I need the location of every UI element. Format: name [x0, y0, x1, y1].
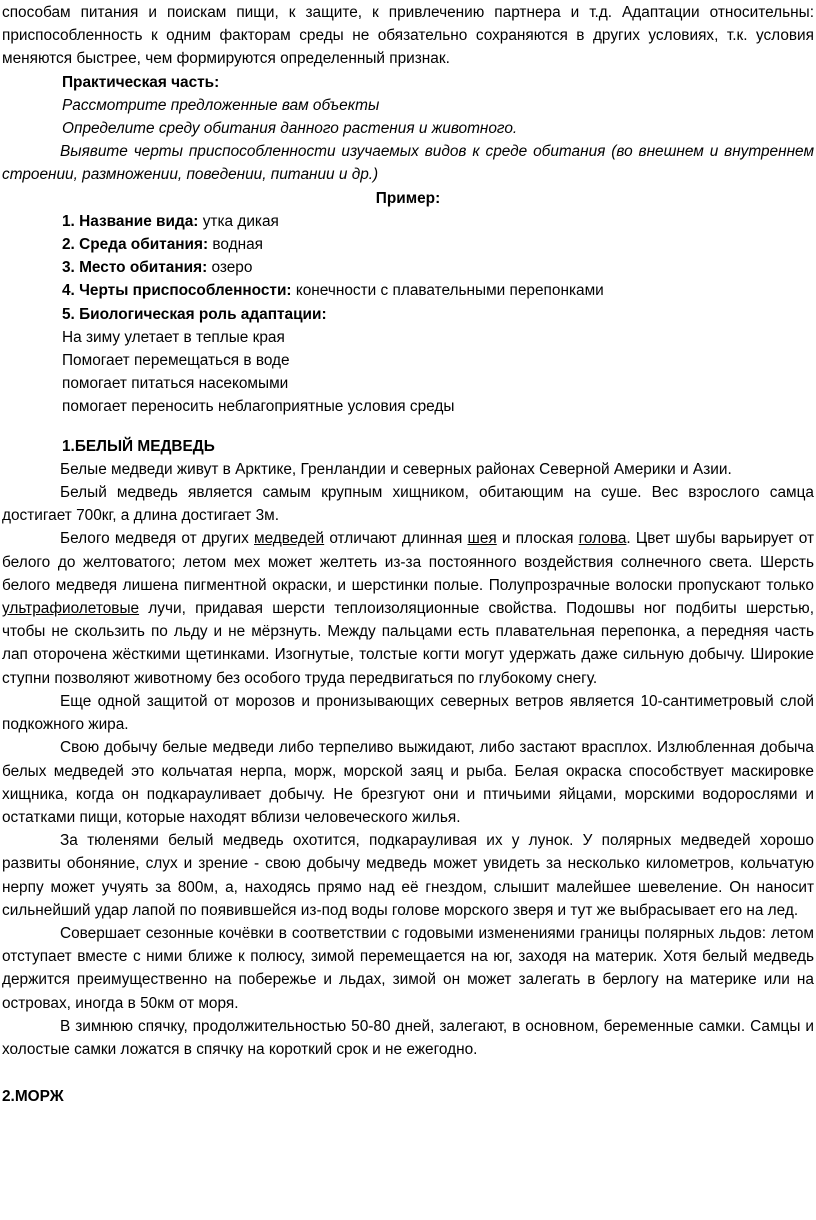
bear-paragraph-5: Свою добычу белые медведи либо терпеливо выжидают, либо застают врасплох. Излюбленная добыча белых медведей это кольчатая нерпа, морж, морской заяц и рыба. Белая окраска способствует маскировке хищника, когда он подкарауливает добычу. Не брезгуют они и птичьими яйцами, морскими водорослями и остатками пищи, которые находят вблизи человеческого жилья.	[2, 739, 814, 826]
field-value: водная	[208, 236, 263, 254]
spacer	[2, 419, 814, 435]
link-ultraviolet[interactable]: ультрафиолетовые	[2, 600, 140, 618]
role-item-3: помогает питаться насекомыми	[62, 375, 289, 393]
field-label: 2. Среда обитания:	[62, 236, 209, 254]
field-value: утка дикая	[198, 212, 279, 230]
field-value: конечности с плавательными перепонками	[291, 282, 604, 300]
text-run: Белого медведя от других	[60, 530, 254, 548]
link-head[interactable]: голова	[578, 530, 627, 548]
practical-item-2: Определите среду обитания данного растения и животного.	[62, 120, 518, 138]
text-run: . Цвет шубы варьирует от белого до желтоватого; летом мех может желтеть из-за постоянного воздействия солнечного света. Шерсть белого медведя лишена пигментной окраски, и шерстинки полые. Полупрозрачные волоски пропускают только	[2, 530, 814, 594]
example-field-3	[2, 256, 814, 279]
example-field-5	[2, 303, 814, 326]
bear-paragraph-7: Совершает сезонные кочёвки в соответствии с годовыми изменениями границы полярных льдов: летом отступает вместе с ними ближе к полюсу, зимой перемещается на юг, заходя на материк. Хотя белый медведь держится преимущественно на побережье и льдах, зимой он может залегать в берлогу на материке или на островах, иногда в 50км от моря.	[2, 924, 814, 1012]
link-neck[interactable]: шея	[467, 530, 497, 548]
practical-item-3: Выявите черты приспособленности изучаемых видов к среде обитания (во внешнем и внутреннем строении, размножении, поведении, питании и др.)	[2, 143, 814, 184]
intro-paragraph: способам питания и поискам пищи, к защите, к привлечению партнера и т.д. Адаптации относительны: приспособленность к одним факторам среды не обязательно сохраняются в других условиях, т.к. условия меняются быстрее, чем формируются определенный признак.	[2, 4, 814, 68]
link-bears[interactable]: медведей	[254, 530, 325, 548]
example-field-2	[2, 233, 814, 256]
bear-paragraph-6: За тюленями белый медведь охотится, подкарауливая их у лунок. У полярных медведей хорошо развиты обоняние, слух и зрение - свою добычу медведь может увидеть за несколько километров, кольчатую нерпу может учуять за 800м, а, находясь прямо над её гнездом, слышит малейшее шевеление. Он наносит сильнейший удар лапой по появившейся из-под воды голове морского зверя и тут же выбрасывает его на лед.	[2, 832, 814, 919]
role-item-4: помогает переносить неблагоприятные условия среды	[62, 398, 455, 416]
field-label: 3. Место обитания:	[62, 259, 208, 277]
example-field-1	[2, 210, 814, 233]
text-run: отличают длинная	[324, 530, 468, 548]
text-run: лучи, придавая шерсти теплоизоляционные свойства. Подошвы ног подбиты шерстью, чтобы не скользить по льду и не мёрзнуть. Между пальцами есть плавательная перепонка, а передняя часть лап оторочена жёсткими щетинками. Изогнутые, толстые когти могут удержать даже сильную добычу. Широкие ступни позволяют животному без особого труда передвигаться по глубокому снегу.	[2, 600, 814, 687]
practical-title: Практическая часть:	[62, 73, 220, 91]
field-label: 1. Название вида:	[62, 212, 199, 230]
example-title: Пример:	[375, 189, 441, 207]
field-label: 4. Черты приспособленности:	[62, 282, 292, 300]
bear-heading: 1.БЕЛЫЙ МЕДВЕДЬ	[62, 437, 215, 455]
walrus-heading: 2.МОРЖ	[2, 1088, 64, 1106]
role-item-1: На зиму улетает в теплые края	[62, 328, 285, 346]
bear-paragraph-3	[2, 527, 814, 689]
role-item-2: Помогает перемещаться в воде	[62, 352, 290, 370]
bear-paragraph-1: Белые медведи живут в Арктике, Гренландии и северных районах Северной Америки и Азии.	[60, 460, 732, 478]
example-field-4	[2, 279, 814, 302]
bear-paragraph-2: Белый медведь является самым крупным хищником, обитающим на суше. Вес взрослого самца достигает 700кг, а длина достигает 3м.	[2, 484, 814, 525]
bear-paragraph-8: В зимнюю спячку, продолжительностью 50-80 дней, залегают, в основном, беременные самки. Самцы и холостые самки ложатся в спячку на короткий срок и не ежегодно.	[2, 1017, 814, 1058]
practical-item-1: Рассмотрите предложенные вам объекты	[62, 96, 380, 114]
field-label: 5. Биологическая роль адаптации:	[62, 305, 327, 323]
text-run: и плоская	[496, 530, 579, 548]
spacer	[2, 1061, 814, 1085]
bear-paragraph-4: Еще одной защитой от морозов и пронизывающих северных ветров является 10-сантиметровый слой подкожного жира.	[2, 692, 814, 734]
field-value: озеро	[207, 259, 253, 277]
